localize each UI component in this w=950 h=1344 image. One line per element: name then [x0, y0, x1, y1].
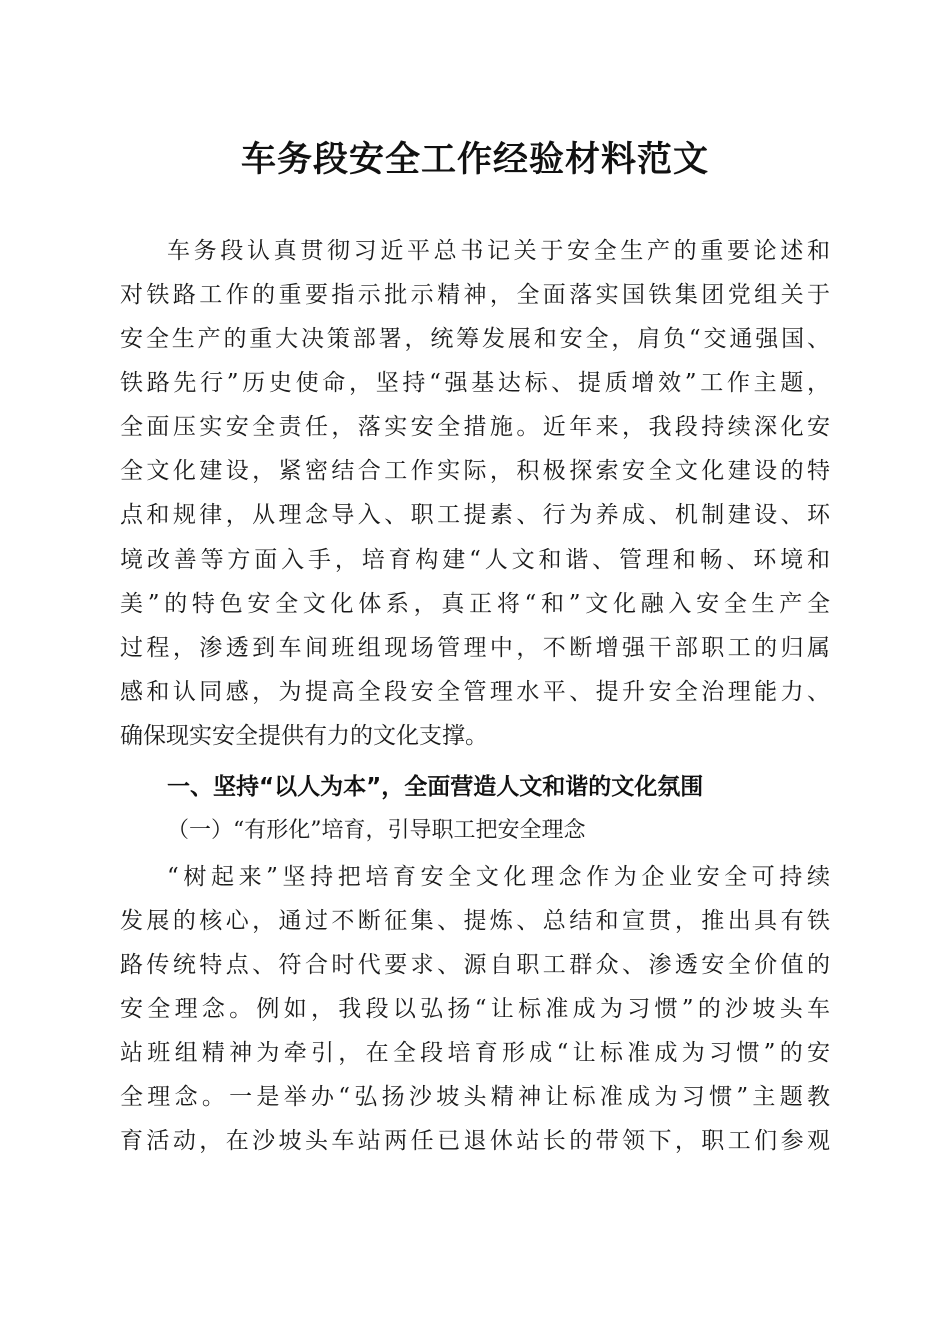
intro-line: 车务段认真贯彻习近平总书记关于安全生产的重要论述和 [167, 238, 830, 264]
intro-line: 铁路先行”历史使命，坚持“强基达标、提质增效”工作主题， [120, 370, 830, 396]
intro-line: 点和规律，从理念导入、职工提素、行为养成、机制建设、环 [120, 502, 830, 528]
subsection-heading: （一）“有形化”培育，引导职工把安全理念 [167, 818, 586, 843]
body-line: 育活动，在沙坡头车站两任已退休站长的带领下，职工们参观 [120, 1128, 830, 1154]
body-line: 安全理念。例如，我段以弘扬“让标准成为习惯”的沙坡头车 [120, 996, 830, 1022]
intro-line: 美”的特色安全文化体系，真正将“和”文化融入安全生产全 [120, 591, 830, 617]
intro-line: 过程，渗透到车间班组现场管理中，不断增强干部职工的归属 [120, 635, 830, 661]
body-line: 全理念。一是举办“弘扬沙坡头精神让标准成为习惯”主题教 [120, 1084, 830, 1110]
intro-line: 对铁路工作的重要指示批示精神，全面落实国铁集团党组关于 [120, 282, 830, 308]
intro-line: 全面压实安全责任，落实安全措施。近年来，我段持续深化安 [120, 414, 830, 440]
body-line: “树起来”坚持把培育安全文化理念作为企业安全可持续 [167, 864, 830, 890]
body-line: 发展的核心，通过不断征集、提炼、总结和宣贯，推出具有铁 [120, 908, 830, 934]
intro-line: 感和认同感，为提高全段安全管理水平、提升安全治理能力、 [120, 679, 830, 705]
section-heading: 一、坚持“以人为本”，全面营造人文和谐的文化氛围 [167, 774, 704, 800]
intro-line: 确保现实安全提供有力的文化支撑。 [120, 723, 488, 749]
document-title: 车务段安全工作经验材料范文 [240, 139, 709, 180]
intro-line: 安全生产的重大决策部署，统筹发展和安全，肩负“交通强国、 [120, 326, 830, 352]
intro-line: 全文化建设，紧密结合工作实际，积极探索安全文化建设的特 [120, 458, 830, 484]
body-line: 路传统特点、符合时代要求、源自职工群众、渗透安全价值的 [120, 952, 830, 978]
body-line: 站班组精神为牵引，在全段培育形成“让标准成为习惯”的安 [120, 1040, 830, 1066]
intro-line: 境改善等方面入手，培育构建“人文和谐、管理和畅、环境和 [120, 547, 830, 573]
